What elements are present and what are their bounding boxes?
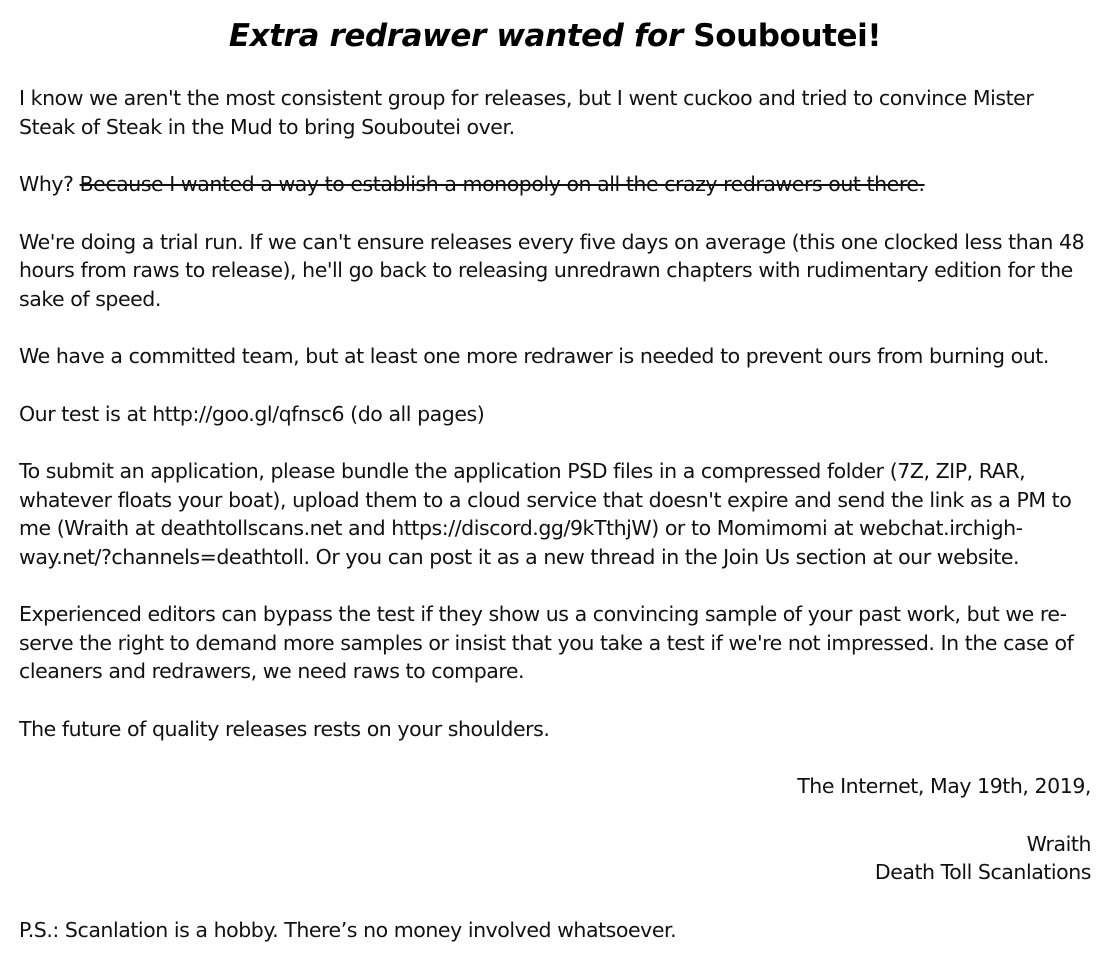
why-paragraph bbox=[19, 170, 1091, 199]
why-label: Why? bbox=[19, 172, 74, 196]
paragraph-gap bbox=[19, 141, 1091, 170]
paragraph-gap bbox=[19, 571, 1091, 600]
team-paragraph: We have a committed team, but at least one more redrawer is needed to prevent ours from burning out. bbox=[19, 344, 1049, 368]
paragraph-gap bbox=[19, 887, 1091, 916]
paragraph-gap bbox=[19, 743, 1091, 772]
signature-author: Wraith bbox=[1026, 831, 1091, 856]
paragraph-gap bbox=[19, 199, 1091, 228]
intro-paragraph: I know we aren't the most consistent group for releases, but I went cuckoo and tried to convince Mister Steak of Steak in the Mud to bring Souboutei over. bbox=[19, 86, 1034, 139]
struck-joke-text: Because I wanted a way to establish a monopoly on all the crazy redrawers out there. bbox=[79, 172, 925, 196]
title-plain-part: Souboutei! bbox=[693, 18, 882, 54]
paragraph-gap bbox=[19, 313, 1091, 342]
paragraph-gap bbox=[19, 801, 1091, 830]
paragraph-gap bbox=[19, 371, 1091, 400]
recruitment-notice bbox=[19, 12, 1091, 944]
closing-line: The future of quality releases rests on your shoulders. bbox=[19, 716, 550, 741]
trial-run-paragraph: We're doing a trial run. If we can't ensure releases every five days on average (this one clocked less than 48 hours from raws to release), he'll go back to releasing unredrawn chapters with rudimentary edition for the sake of speed. bbox=[19, 229, 1085, 311]
page-title bbox=[19, 12, 1091, 60]
submission-instructions: To submit an application, please bundle the application PSD files in a compressed folder (7Z, ZIP, RAR, whatever floats your boat), upload them to a cloud service that doesn't expire and send the link as a PM to me (Wraith at deathtollscans.net and https://discord.gg/9kTthjW) or to Momimomi at webchat.irchigh-way.net/?channels=deathtoll. Or you can post it as a new thread in the Join Us section at our website. bbox=[19, 459, 1072, 569]
paragraph-gap bbox=[19, 686, 1091, 715]
test-link-paragraph: Our test is at http://goo.gl/qfnsc6 (do all pages) bbox=[19, 401, 485, 426]
signature-place-date: The Internet, May 19th, 2019, bbox=[797, 774, 1091, 798]
postscript: P.S.: Scanlation is a hobby. There’s no money involved whatsoever. bbox=[19, 917, 677, 942]
paragraph-gap bbox=[19, 428, 1091, 457]
experienced-editors-paragraph: Experienced editors can bypass the test if they show us a convincing sample of your past work, but we re-serve the right to demand more samples or insist that you take a test if we're not impressed. In the case of cleaners and redrawers, we need raws to compare. bbox=[19, 602, 1074, 683]
title-italic-part: Extra redrawer wanted for bbox=[228, 18, 683, 54]
signature-group: Death Toll Scanlations bbox=[874, 860, 1091, 884]
